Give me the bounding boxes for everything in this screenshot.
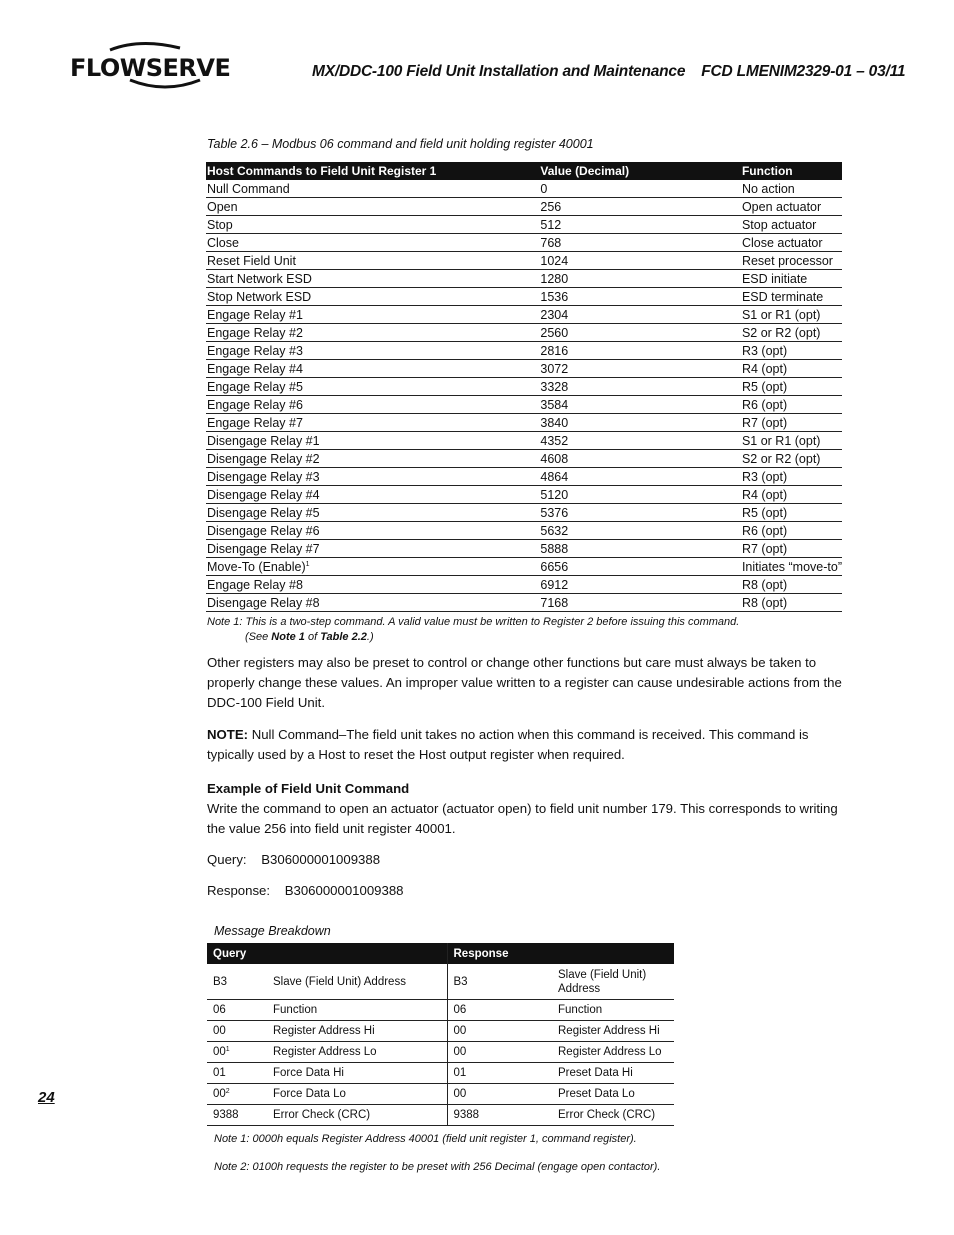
- function-cell: R5 (opt): [741, 504, 842, 522]
- response-desc-cell: [552, 1063, 674, 1084]
- command-cell: [206, 396, 539, 414]
- table-row: [206, 522, 842, 540]
- command-cell: [206, 450, 539, 468]
- command-name: Engage Relay #7: [207, 415, 303, 430]
- table-row: [206, 378, 842, 396]
- command-name: Disengage Relay #5: [207, 505, 320, 520]
- note-ref-table: Table 2.2: [320, 631, 367, 643]
- response-code-cell: [447, 1000, 552, 1021]
- command-name: Disengage Relay #2: [207, 451, 320, 466]
- table-row: [206, 396, 842, 414]
- command-table-caption: Table 2.6 – Modbus 06 command and field unit holding register 40001: [207, 137, 594, 151]
- response-desc-cell-text: Preset Data Lo: [558, 1088, 635, 1100]
- function-cell: S1 or R1 (opt): [741, 306, 842, 324]
- response-desc-cell: [552, 1000, 674, 1021]
- response-desc-cell-text: Slave (Field Unit): [558, 968, 647, 981]
- function-cell: R6 (opt): [741, 396, 842, 414]
- note-text: Null Command–The field unit takes no action when this command is received. This command is typically used by a Host to reset the Host output register when required.: [207, 727, 809, 762]
- command-name: Engage Relay #6: [207, 397, 303, 412]
- function-cell: R7 (opt): [741, 540, 842, 558]
- example-paragraph: Write the command to open an actuator (actuator open) to field unit number 179. This corresponds to writing the value 256 into field unit register 40001.: [207, 801, 838, 836]
- command-table-header: [206, 162, 842, 180]
- command-name: Engage Relay #8: [207, 577, 303, 592]
- function-cell: Stop actuator: [741, 216, 842, 234]
- command-cell: [206, 252, 539, 270]
- query-code-cell-text: 9388: [213, 1109, 239, 1121]
- query-desc-cell-text: Force Data Hi: [273, 1067, 344, 1079]
- response-code-cell: [447, 1021, 552, 1042]
- column-header-response: Response: [447, 943, 674, 964]
- table-row: [206, 468, 842, 486]
- response-line: Response: B306000001009388: [207, 883, 404, 898]
- response-code-cell: [447, 1105, 552, 1126]
- table-row: [206, 486, 842, 504]
- command-cell: [206, 360, 539, 378]
- value-cell: 4352: [539, 432, 741, 450]
- message-table-note-1: Note 1: 0000h equals Register Address 40001 (field unit register 1, command register).: [214, 1133, 637, 1145]
- value-cell: 3840: [539, 414, 741, 432]
- query-desc-cell: [267, 1000, 447, 1021]
- document-header: [312, 63, 906, 81]
- document-code: FCD LMENIM2329-01 – 03/11: [701, 63, 906, 80]
- note-ref-suffix: .): [366, 631, 374, 643]
- query-code-cell: [207, 964, 267, 1000]
- message-table-caption: Message Breakdown: [214, 924, 331, 938]
- note-label: NOTE:: [207, 727, 249, 742]
- table-row: [207, 1084, 674, 1105]
- query-desc-cell: [267, 964, 447, 1000]
- table-row: [206, 576, 842, 594]
- function-cell: ESD initiate: [741, 270, 842, 288]
- table-row: [207, 964, 674, 1000]
- value-cell: 6912: [539, 576, 741, 594]
- table-row: [206, 324, 842, 342]
- query-line: Query: B306000001009388: [207, 852, 381, 867]
- value-cell: 5376: [539, 504, 741, 522]
- command-cell: [206, 234, 539, 252]
- table-row: [206, 216, 842, 234]
- command-cell: [206, 576, 539, 594]
- value-cell: 0: [539, 180, 741, 198]
- command-cell: [206, 504, 539, 522]
- function-cell: R8 (opt): [741, 576, 842, 594]
- flowserve-logo: [70, 40, 231, 94]
- footnote-marker: 1: [305, 560, 310, 568]
- response-desc-cell: [552, 1084, 674, 1105]
- function-cell: R7 (opt): [741, 414, 842, 432]
- command-name: Close: [207, 235, 239, 250]
- value-cell: 3328: [539, 378, 741, 396]
- table-row: [206, 180, 842, 198]
- command-cell: [206, 414, 539, 432]
- command-table: [206, 162, 842, 612]
- command-cell: [206, 468, 539, 486]
- command-cell: [206, 324, 539, 342]
- response-code-cell: [447, 1042, 552, 1063]
- function-cell: Close actuator: [741, 234, 842, 252]
- function-cell: S2 or R2 (opt): [741, 450, 842, 468]
- command-name: Engage Relay #1: [207, 307, 303, 322]
- function-cell: R3 (opt): [741, 468, 842, 486]
- message-breakdown-table: [207, 943, 674, 1126]
- value-cell: 2816: [539, 342, 741, 360]
- command-name: Start Network ESD: [207, 271, 312, 286]
- table-row: [206, 270, 842, 288]
- table-row: [206, 252, 842, 270]
- command-name: Engage Relay #2: [207, 325, 303, 340]
- value-cell: 5632: [539, 522, 741, 540]
- command-cell: [206, 270, 539, 288]
- response-desc-cell-text: Function: [558, 1004, 603, 1016]
- response-code-cell-text: 9388: [453, 1109, 480, 1121]
- table-row: [206, 360, 842, 378]
- command-name: Stop: [207, 217, 233, 232]
- query-code-cell-text: B3: [213, 975, 228, 988]
- command-cell: [206, 558, 539, 576]
- response-desc-cell-text: Register Address Hi: [558, 1025, 660, 1037]
- command-name: Disengage Relay #6: [207, 523, 320, 538]
- command-cell: [206, 198, 539, 216]
- command-cell: [206, 288, 539, 306]
- command-table-note-1: Note 1: This is a two-step command. A valid value must be written to Register 2 before issuing this command.: [207, 616, 740, 628]
- table-row: [206, 432, 842, 450]
- value-cell: 4864: [539, 468, 741, 486]
- function-cell: ESD terminate: [741, 288, 842, 306]
- response-desc-cell-text-2: Address: [558, 982, 601, 995]
- query-code-cell-text: 06: [213, 1004, 226, 1016]
- message-table-header: [207, 943, 674, 964]
- value-cell: 2304: [539, 306, 741, 324]
- value-cell: 768: [539, 234, 741, 252]
- query-desc-cell: [267, 1021, 447, 1042]
- table-row: [207, 1042, 674, 1063]
- query-code-cell: [207, 1063, 267, 1084]
- value-cell: 512: [539, 216, 741, 234]
- table-row: [206, 414, 842, 432]
- null-command-note: [207, 725, 847, 765]
- value-cell: 6656: [539, 558, 741, 576]
- command-cell: [206, 342, 539, 360]
- command-cell: [206, 594, 539, 612]
- function-cell: Reset processor: [741, 252, 842, 270]
- command-cell: [206, 486, 539, 504]
- table-row: [206, 234, 842, 252]
- query-code-cell: [207, 1021, 267, 1042]
- command-cell: [206, 432, 539, 450]
- table-row: [206, 504, 842, 522]
- response-desc-cell-text: Preset Data Hi: [558, 1067, 633, 1079]
- column-header-value: Value (Decimal): [539, 162, 741, 180]
- response-code-cell: [447, 964, 552, 1000]
- value-cell: 3072: [539, 360, 741, 378]
- command-name: Disengage Relay #7: [207, 541, 320, 556]
- query-desc-cell: [267, 1063, 447, 1084]
- value-cell: 1024: [539, 252, 741, 270]
- response-code-cell: [447, 1063, 552, 1084]
- command-name: Disengage Relay #8: [207, 595, 320, 610]
- query-code-cell-text: 00: [213, 1088, 226, 1100]
- column-header-command: Host Commands to Field Unit Register 1: [206, 162, 539, 180]
- function-cell: S1 or R1 (opt): [741, 432, 842, 450]
- query-code-cell: [207, 1000, 267, 1021]
- command-cell: [206, 540, 539, 558]
- example-heading-text: Example of Field Unit Command: [207, 781, 410, 796]
- query-desc-cell-text: Error Check (CRC): [273, 1109, 371, 1121]
- response-code-cell-text: 01: [453, 1067, 467, 1079]
- table-row: [206, 306, 842, 324]
- command-name: Null Command: [207, 181, 290, 196]
- command-cell: [206, 216, 539, 234]
- response-code-cell: [447, 1084, 552, 1105]
- table-row: [206, 558, 842, 576]
- command-cell: [206, 378, 539, 396]
- table-row: [206, 288, 842, 306]
- response-desc-cell-text: Register Address Lo: [558, 1046, 662, 1058]
- value-cell: 1280: [539, 270, 741, 288]
- response-code-cell-text: 00: [453, 1088, 467, 1100]
- function-cell: R3 (opt): [741, 342, 842, 360]
- command-name: Disengage Relay #1: [207, 433, 320, 448]
- manual-title: MX/DDC-100 Field Unit Installation and Maintenance: [312, 63, 686, 80]
- value-cell: 5120: [539, 486, 741, 504]
- query-desc-cell-text: Force Data Lo: [273, 1088, 346, 1100]
- command-name: Stop Network ESD: [207, 289, 312, 304]
- function-cell: Open actuator: [741, 198, 842, 216]
- response-desc-cell: [552, 1105, 674, 1126]
- response-code-cell-text: 00: [453, 1046, 467, 1058]
- command-name: Engage Relay #5: [207, 379, 303, 394]
- response-desc-cell: [552, 1021, 674, 1042]
- query-desc-cell-text: Register Address Lo: [273, 1046, 377, 1058]
- function-cell: No action: [741, 180, 842, 198]
- query-desc-cell-text: Register Address Hi: [273, 1025, 375, 1037]
- function-cell: S2 or R2 (opt): [741, 324, 842, 342]
- table-row: [206, 342, 842, 360]
- query-desc-cell-text: Slave (Field Unit) Address: [273, 975, 406, 988]
- response-code-cell-text: 06: [453, 1004, 467, 1016]
- query-desc-cell: [267, 1084, 447, 1105]
- column-header-function: Function: [741, 162, 842, 180]
- value-cell: 2560: [539, 324, 741, 342]
- query-code-cell-text: 01: [213, 1067, 226, 1079]
- response-code-cell-text: 00: [453, 1025, 467, 1037]
- command-name: Open: [207, 199, 238, 214]
- function-cell: R5 (opt): [741, 378, 842, 396]
- footnote-marker: 1: [225, 1046, 230, 1053]
- value-cell: 3584: [539, 396, 741, 414]
- query-code-cell-text: 00: [213, 1046, 226, 1058]
- query-desc-cell-text: Function: [273, 1004, 318, 1016]
- response-desc-cell: [552, 964, 674, 1000]
- function-cell: Initiates “move-to”: [741, 559, 842, 574]
- table-row: [206, 594, 842, 612]
- value-cell: 7168: [539, 594, 741, 612]
- function-cell: R6 (opt): [741, 522, 842, 540]
- message-table-note-2: Note 2: 0100h requests the register to be preset with 256 Decimal (engage open contactor).: [214, 1161, 661, 1173]
- table-row: [206, 198, 842, 216]
- table-row: [207, 1105, 674, 1126]
- query-code-cell: [207, 1105, 267, 1126]
- value-cell: 1536: [539, 288, 741, 306]
- query-code-cell: [207, 1042, 267, 1063]
- note-ref-of: of: [304, 631, 321, 643]
- command-cell: [206, 180, 539, 198]
- table-row: [207, 1000, 674, 1021]
- query-code-cell: [207, 1084, 267, 1105]
- query-desc-cell: [267, 1042, 447, 1063]
- registers-paragraph: Other registers may also be preset to control or change other functions but care must always be taken to properly change these values. An improper value written to a register can cause undesirable actions from the DDC-100 Field Unit.: [207, 655, 842, 710]
- table-row: [206, 540, 842, 558]
- example-heading: [207, 779, 847, 799]
- command-name: Move-To (Enable): [207, 559, 306, 574]
- command-name: Reset Field Unit: [207, 253, 296, 268]
- command-name: Disengage Relay #4: [207, 487, 320, 502]
- command-name: Engage Relay #4: [207, 361, 303, 376]
- response-desc-cell-text: Error Check (CRC): [558, 1109, 656, 1121]
- command-name: Disengage Relay #3: [207, 469, 320, 484]
- command-name: Engage Relay #3: [207, 343, 303, 358]
- table-row: [207, 1063, 674, 1084]
- table-row: [206, 450, 842, 468]
- function-cell: R4 (opt): [741, 360, 842, 378]
- function-cell: R4 (opt): [741, 486, 842, 504]
- page-number: 24: [38, 1089, 55, 1106]
- value-cell: 5888: [539, 540, 741, 558]
- table-row: [207, 1021, 674, 1042]
- value-cell: 256: [539, 198, 741, 216]
- footnote-marker: 2: [225, 1088, 230, 1095]
- response-code-cell-text: B3: [453, 975, 468, 988]
- command-table-note-ref: [245, 631, 374, 643]
- value-cell: 4608: [539, 450, 741, 468]
- command-cell: [206, 306, 539, 324]
- function-cell: R8 (opt): [741, 594, 842, 612]
- logo-text: FLOWSERVE: [70, 54, 231, 82]
- query-code-cell-text: 00: [213, 1025, 226, 1037]
- column-header-query: Query: [207, 943, 447, 964]
- query-desc-cell: [267, 1105, 447, 1126]
- response-desc-cell: [552, 1042, 674, 1063]
- note-ref-prefix: (See: [245, 631, 272, 643]
- command-cell: [206, 522, 539, 540]
- note-ref-note: Note 1: [271, 631, 305, 643]
